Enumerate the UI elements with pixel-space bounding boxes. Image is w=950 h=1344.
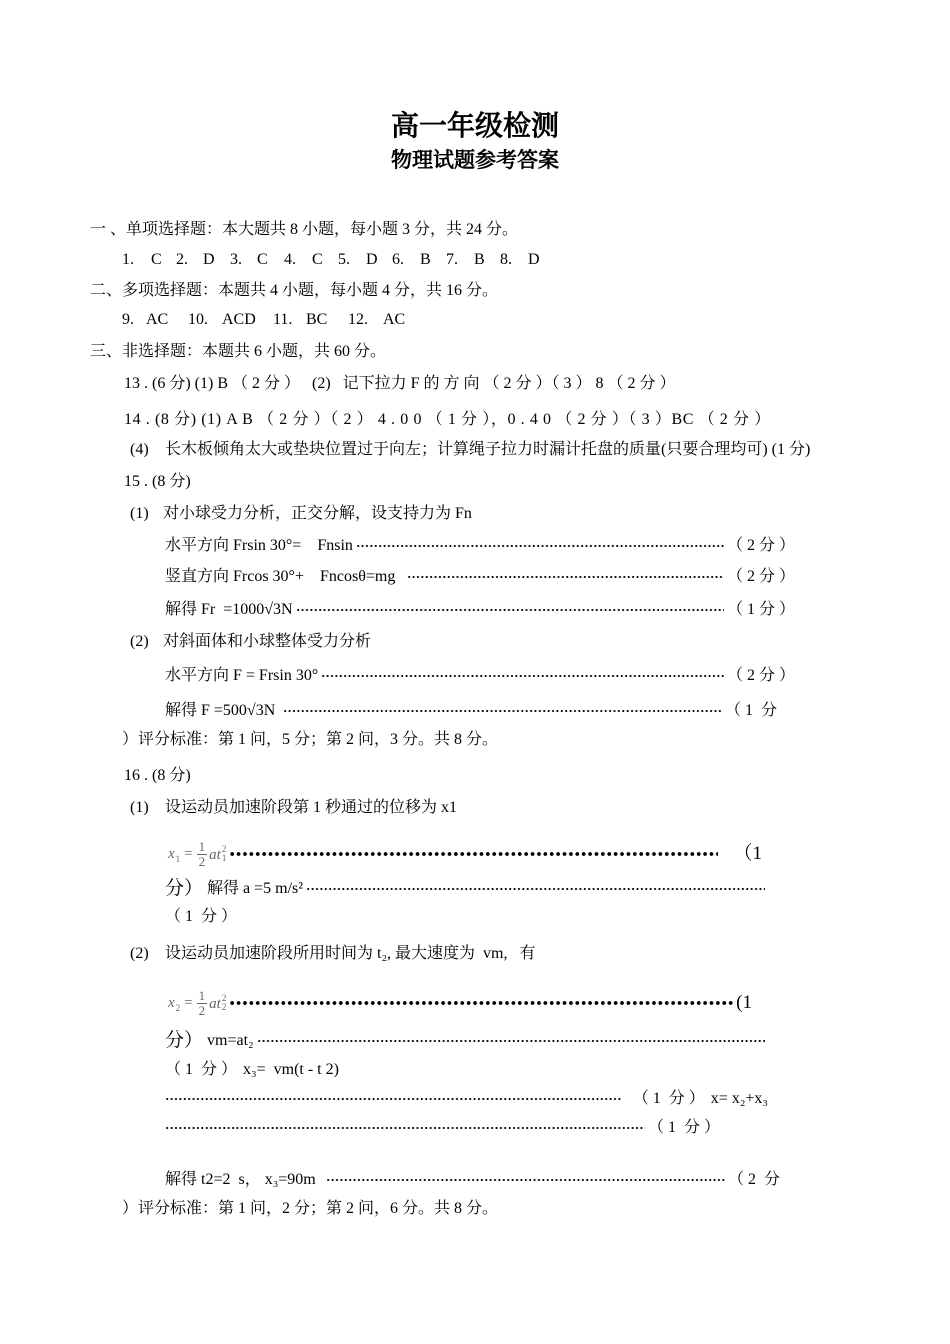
answer-number: 10. xyxy=(188,311,208,328)
answer-number: 9. xyxy=(122,311,134,328)
answer-number: 2. xyxy=(176,251,188,268)
q15-step-row xyxy=(165,666,795,686)
q16-part2-label: (2) xyxy=(130,945,149,962)
answer-number: 11. xyxy=(273,311,293,328)
formula-variable: at xyxy=(209,847,221,863)
step-score: （ 2 分 ） xyxy=(726,667,795,684)
answer-number: 4. xyxy=(284,251,296,268)
answer-item xyxy=(392,250,446,270)
formula-score-open: （1 xyxy=(733,843,762,864)
dot-leader xyxy=(407,571,724,583)
dot-leader xyxy=(283,705,722,717)
formula-fraction xyxy=(197,989,208,1018)
answer-item xyxy=(338,250,392,270)
step-text: vm=at₂ xyxy=(207,1032,254,1049)
dot-leader xyxy=(257,1035,765,1047)
q16-part2-text: 设运动员加速阶段所用时间为 t₂, 最大速度为 vm, 有 xyxy=(165,945,536,962)
section2-heading: 二、多项选择题：本题共 4 小题，每小题 4 分，共 16 分。 xyxy=(90,282,499,299)
q15-header: 15 . (8 分) xyxy=(124,473,191,490)
formula-score-close: 分） xyxy=(165,878,204,899)
step-text: 竖直方向 Frcos 30°+ Fncosθ=mg xyxy=(165,568,396,585)
q16-x-score-row xyxy=(165,1118,720,1138)
answer-number: 8. xyxy=(500,251,512,268)
step-score: （ 1 分 xyxy=(724,702,777,719)
q14-part4-label: (4) xyxy=(130,441,149,458)
q16-result1-row xyxy=(165,878,768,900)
formula-subscript: 1 xyxy=(221,853,227,863)
formula-score-close: 分） xyxy=(165,1030,204,1051)
answer-choice: ACD xyxy=(222,311,256,328)
step-text: 解得 t2=2 s， x₃=90m xyxy=(165,1171,316,1188)
step-text: 水平方向 Frsin 30°= Fnsin xyxy=(165,537,353,554)
formula-superscript: 2 xyxy=(221,844,227,854)
section1-heading: 一 、单项选择题：本大题共 8 小题，每小题 3 分，共 24 分。 xyxy=(90,221,519,238)
dot-leader xyxy=(229,847,718,861)
formula-x2 xyxy=(168,989,226,1018)
answer-item xyxy=(284,250,338,270)
dot-leader xyxy=(306,883,765,895)
dot-leader xyxy=(229,996,733,1010)
answer-number: 5. xyxy=(338,251,350,268)
answer-choice: B xyxy=(474,251,485,268)
answer-choice: C xyxy=(257,251,268,268)
q15-step-row xyxy=(165,567,795,587)
q15-part2-text: 对斜面体和小球整体受力分析 xyxy=(163,633,372,650)
q16-part1-label: (1) xyxy=(130,799,149,816)
dot-leader xyxy=(165,1122,645,1134)
answer-item xyxy=(188,310,273,330)
step-text: x= x₂+x₃ xyxy=(710,1090,768,1107)
answer-item xyxy=(122,310,188,330)
formula-equals: = xyxy=(184,845,193,862)
q13-answer: 13 . (6 分) (1) B （ 2 分 ） (2) 记下拉力 F 的 方 向 （ 2 分 ）（ 3 ） 8 （ 2 分 ） xyxy=(124,375,676,392)
q15-step-row xyxy=(165,701,777,721)
answer-item xyxy=(446,250,500,270)
answer-choice: C xyxy=(151,251,162,268)
step-score: （ 1 分 ） xyxy=(165,1061,238,1078)
step-text: 水平方向 F = Frsin 30° xyxy=(165,667,319,684)
section1-answers xyxy=(122,250,554,270)
answer-item xyxy=(230,250,284,270)
q16-vm-row xyxy=(165,1030,768,1052)
answer-number: 7. xyxy=(446,251,458,268)
step-text: 解得 F =500√3N xyxy=(165,702,276,719)
answer-choice: B xyxy=(420,251,431,268)
answer-choice: D xyxy=(528,251,540,268)
step-text: x₃= vm(t - t 2) xyxy=(243,1061,339,1078)
formula-equals: = xyxy=(184,994,193,1011)
q14-answer: 14 . (8 分) (1) A B （ 2 分 ）（ 2 ） 4 . 0 0 （ 1 分 ），0 . 4 0 （ 2 分 ）（ 3 ）BC （ 2 分 ） xyxy=(124,411,771,428)
q16-header: 16 . (8 分) xyxy=(124,767,191,784)
answer-item xyxy=(122,250,176,270)
formula-variable: x xyxy=(168,845,175,862)
formula-rhs xyxy=(209,845,226,863)
q16-grading: ）评分标准：第 1 问，2 分；第 2 问，6 分。共 8 分。 xyxy=(122,1200,499,1217)
answer-item xyxy=(176,250,230,270)
answer-choice: D xyxy=(366,251,378,268)
answer-number: 12. xyxy=(348,311,368,328)
formula-subscript: 1 xyxy=(175,853,181,864)
step-score: （ 2 分 ） xyxy=(726,568,795,585)
answer-choice: BC xyxy=(306,311,328,328)
answer-item xyxy=(273,310,348,330)
dot-leader xyxy=(321,670,724,682)
formula-variable: at xyxy=(209,996,221,1012)
fraction-denominator: 2 xyxy=(198,853,206,869)
answer-choice: AC xyxy=(146,311,169,328)
answer-item xyxy=(348,310,405,330)
step-text: 解得 Fr =1000√3N xyxy=(165,601,293,618)
dot-leader xyxy=(165,1093,622,1105)
answer-number: 1. xyxy=(122,251,134,268)
answer-choice: AC xyxy=(383,311,406,328)
answer-number: 3. xyxy=(230,251,242,268)
step-score: （ 2 分 xyxy=(727,1171,780,1188)
step-score: （ 2 分 ） xyxy=(726,537,795,554)
formula-variable: x xyxy=(168,994,175,1011)
section2-answers xyxy=(122,310,405,330)
fraction-numerator: 1 xyxy=(198,987,206,1003)
q16-x-row xyxy=(165,1089,768,1109)
q15-step-row xyxy=(165,600,795,620)
formula-score-open: (1 xyxy=(736,992,752,1013)
formula-lhs xyxy=(168,996,180,1011)
step-score: （ 1 分 ） xyxy=(632,1090,705,1107)
fraction-numerator: 1 xyxy=(198,838,206,854)
step-score: （ 1 分 ） xyxy=(647,1119,720,1136)
formula-x1 xyxy=(168,840,226,869)
q16-result2-row xyxy=(165,1170,780,1190)
step-score: （ 1 分 ） xyxy=(726,601,795,618)
formula-subscript: 2 xyxy=(221,1002,227,1012)
step-text: 解得 a =5 m/s² xyxy=(207,880,304,897)
fraction-denominator: 2 xyxy=(198,1002,206,1018)
q16-formula1-row xyxy=(168,834,762,874)
formula-scripts xyxy=(222,994,227,1012)
q15-grading: ）评分标准：第 1 问，5 分；第 2 问，3 分。共 8 分。 xyxy=(122,731,499,748)
dot-leader xyxy=(356,540,724,552)
q15-part2-label: (2) xyxy=(130,633,149,650)
q14-part4-text: 长木板倾角太大或垫块位置过于向左；计算绳子拉力时漏计托盘的质量(只要合理均可) (1 分) xyxy=(165,441,811,458)
step-score: （ 1 分 ） xyxy=(165,908,238,925)
formula-rhs xyxy=(209,994,226,1012)
formula-subscript: 2 xyxy=(175,1002,181,1013)
formula-lhs xyxy=(168,847,180,862)
q15-step-row xyxy=(165,536,795,556)
answer-number: 6. xyxy=(392,251,404,268)
dot-leader xyxy=(296,604,724,616)
formula-superscript: 2 xyxy=(221,993,227,1003)
q15-part1-text: 对小球受力分析，正交分解，设支持力为 Fn xyxy=(163,505,472,522)
formula-scripts xyxy=(222,845,227,863)
q16-x3-row xyxy=(165,1060,339,1080)
answer-choice: D xyxy=(203,251,215,268)
answer-item xyxy=(500,250,554,270)
q16-formula2-row xyxy=(168,983,752,1023)
page-title: 高一年级检测 xyxy=(390,111,559,142)
dot-leader xyxy=(326,1174,725,1186)
q16-part1-text: 设运动员加速阶段第 1 秒通过的位移为 x1 xyxy=(165,799,458,816)
section3-heading: 三、非选择题：本题共 6 小题，共 60 分。 xyxy=(90,343,387,360)
page-subtitle: 物理试题参考答案 xyxy=(391,148,559,172)
answer-choice: C xyxy=(312,251,323,268)
formula-fraction xyxy=(197,840,208,869)
q15-part1-label: (1) xyxy=(130,505,149,522)
